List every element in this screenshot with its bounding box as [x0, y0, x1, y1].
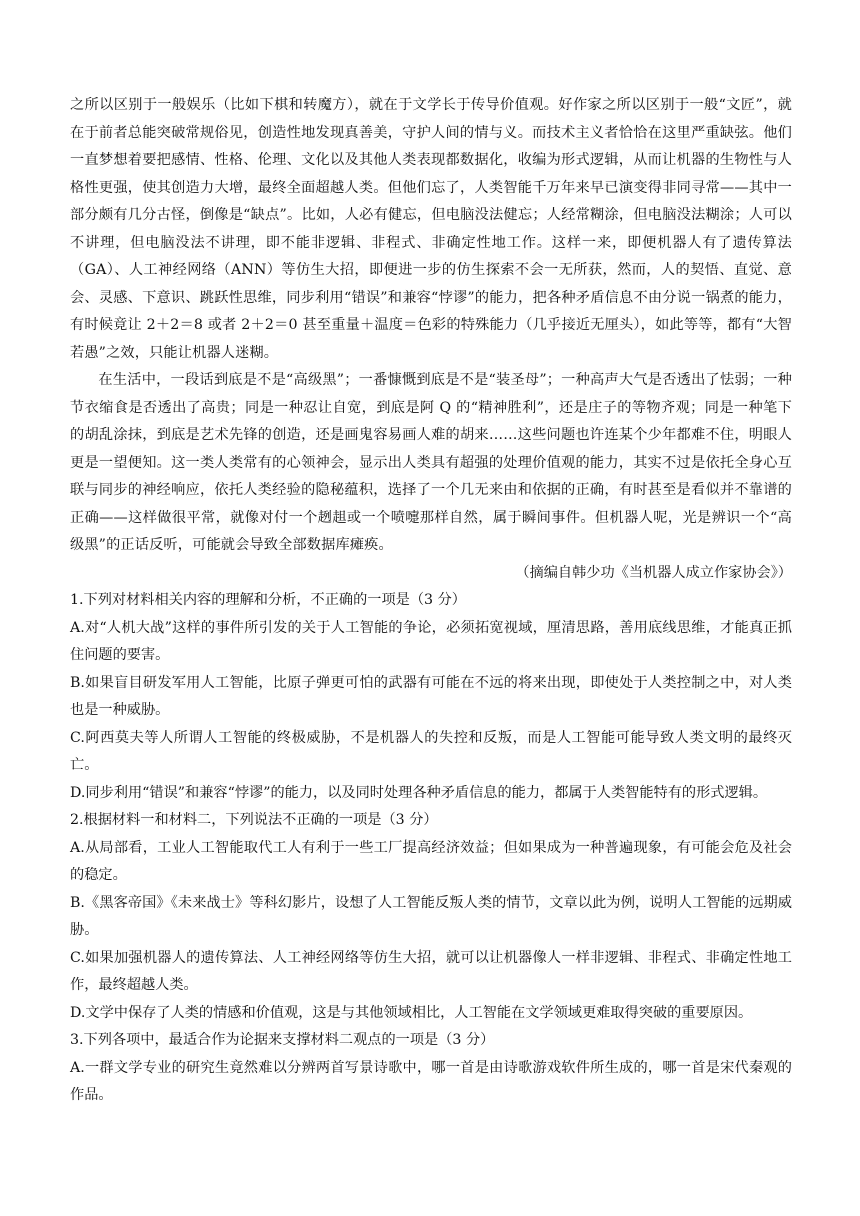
passage-paragraph: 之所以区别于一般娱乐（比如下棋和转魔方），就在于文学长于传导价值观。好作家之所以区别于一般“文匠”，就在于前者总能突破常规俗见，创造性地发现真善美，守护人间的情与义。而技术主义者恰恰在这里严重缺弦。他们一直梦想着要把感情、性格、伦理、文化以及其他人类表现都数据化，收编为形式逻辑，从而让机器的生物性与人格性更强，使其创造力大增，最终全面超越人类。但他们忘了，人类智能千万年来早已演变得非同寻常——其中一部分颇有几分古怪，倒像是“缺点”。比如，人必有健忘，但电脑没法健忘；人经常糊涂，但电脑没法糊涂；人可以不讲理，但电脑没法不讲理，即不能非逻辑、非程式、非确定性地工作。这样一来，即便机器人有了遗传算法（GA）、人工神经网络（ANN）等仿生大招，即便进一步的仿生探索不会一无所获，然而，人的契悟、直觉、意会、灵感、下意识、跳跃性思维，同步利用“错误”和兼容“悖谬”的能力，把各种矛盾信息不由分说一锅煮的能力，有时候竟让 2＋2＝8 或者 2＋2＝0 甚至重量＋温度＝色彩的特殊能力（几乎接近无厘头），如此等等，都有“大智若愚”之效，只能让机器人迷糊。	[70, 97, 792, 361]
question-1	[70, 587, 792, 807]
question-option: C.阿西莫夫等人所谓人工智能的终极威胁，不是机器人的失控和反叛，而是人工智能可能导致人类文明的最终灭亡。	[70, 729, 792, 773]
passage-paragraph: 在生活中，一段话到底是不是“高级黑”；一番慷慨到底是不是“装圣母”；一种高声大气是否透出了怯弱；一种节衣缩食是否透出了高贵；同是一种忍让自宽，到底是阿 Q 的“精神胜利”，还是庄子的等物齐观；同是一种笔下的胡乱涂抹，到底是艺术先锋的创造，还是画鬼容易画人难的胡来……这些问题也许连某个少年都难不住，明眼人更是一望便知。这一类人类常有的心领神会，显示出人类具有超强的处理价值观的能力，其实不过是依托全身心互联与同步的神经响应，依托人类经验的隐秘蕴积，选择了一个几无来由和依据的正确，有时甚至是看似并不靠谱的正确——这样做很平常，就像对付一个趔趄或一个喷嚏那样自然，属于瞬间事件。但机器人呢，光是辨识一个“高级黑”的正话反听，可能就会导致全部数据库瘫痪。	[70, 372, 792, 553]
question-option: B.《黑客帝国》《未来战士》等科幻影片，设想了人工智能反叛人类的情节，文章以此为例，说明人工智能的远期威胁。	[70, 894, 792, 938]
question-option: D.同步利用“错误”和兼容“悖谬”的能力，以及同时处理各种矛盾信息的能力，都属于人类智能特有的形式逻辑。	[70, 784, 768, 801]
question-option: C.如果加强机器人的遗传算法、人工神经网络等仿生大招，就可以让机器像人一样非逻辑、非程式、非确定性地工作，最终超越人类。	[70, 949, 792, 993]
question-stem: 1.下列对材料相关内容的理解和分析，不正确的一项是（3 分）	[70, 592, 466, 608]
passage-source: （摘编自韩少功《当机器人成立作家协会》）	[515, 564, 792, 581]
question-2	[70, 807, 792, 1027]
question-option: B.如果盲目研发军用人工智能，比原子弹更可怕的武器有可能在不远的将来出现，即使处于人类控制之中，对人类也是一种威胁。	[70, 674, 792, 718]
question-3	[70, 1027, 792, 1110]
document-page	[70, 92, 792, 1110]
question-option: A.对“人机大战”这样的事件所引发的关于人工智能的争论，必须拓宽视域，厘清思路，善用底线思维，才能真正抓住问题的要害。	[70, 619, 792, 663]
question-option: A.一群文学专业的研究生竟然难以分辨两首写景诗歌中，哪一首是由诗歌游戏软件所生成的，哪一首是宋代秦观的作品。	[70, 1059, 792, 1103]
question-stem: 3.下列各项中，最适合作为论据来支撑材料二观点的一项是（3 分）	[70, 1032, 495, 1048]
question-option: D.文学中保存了人类的情感和价值观，这是与其他领域相比，人工智能在文学领域更难取得突破的重要原因。	[70, 1004, 753, 1021]
question-stem: 2.根据材料一和材料二，下列说法不正确的一项是（3 分）	[70, 812, 438, 828]
question-option: A.从局部看，工业人工智能取代工人有利于一些工厂提高经济效益；但如果成为一种普遍现象，有可能会危及社会的稳定。	[70, 839, 792, 883]
